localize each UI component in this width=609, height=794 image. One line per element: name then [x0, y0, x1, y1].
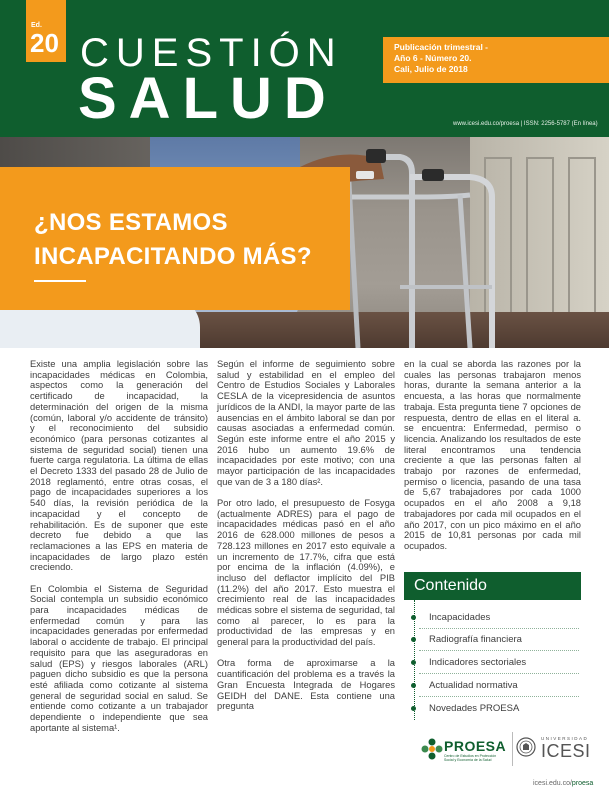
contents-item-label: Incapacidades	[429, 612, 491, 623]
divider	[419, 673, 579, 674]
url-suffix: proesa	[571, 780, 594, 787]
proesa-subtitle: Centro de Estudios en Protección Social y Economía de la Salud	[444, 754, 497, 762]
contents-item-incapacidades[interactable]	[429, 612, 490, 623]
contents-item-label: Actualidad normativa	[429, 680, 518, 691]
contents-item-label: Novedades PROESA	[429, 703, 520, 714]
contents-box	[404, 572, 581, 720]
divider	[419, 696, 579, 697]
masthead	[0, 0, 609, 137]
contents-item-novedades[interactable]	[429, 703, 519, 714]
contents-item-label: Indicadores sectoriales	[429, 657, 527, 668]
logo-divider	[512, 732, 513, 766]
publication-line: Publicación trimestral -	[394, 42, 488, 52]
edition-label: Ed.	[31, 22, 42, 29]
publication-info	[383, 37, 609, 83]
contents-item-indicadores[interactable]	[429, 657, 526, 668]
bullet-icon	[411, 660, 416, 665]
article-column-3	[404, 359, 581, 562]
paragraph: Otra forma de aproximarse a la cuantificación del problema es a través la Gran Encuesta Integrada de Hogares GEIDH del DANE. Esta contiene una pregunta	[217, 658, 395, 712]
proesa-logo-icon	[420, 737, 444, 761]
bullet-icon	[411, 637, 416, 642]
icesi-seal-icon	[516, 737, 536, 757]
brand-title-line2: SALUD	[78, 66, 338, 131]
paragraph: Según el informe de seguimiento sobre salud y estabilidad en el empleo del Centro de Estudios Sociales y Laborales CESLA de la vicepresidencia de asuntos jurídicos de la ANDI, la mayor parte de las ausencias en el ámbito laboral se dan por causas asociadas a enfermedad común. Según este informe entre el año 2015 y 2016 hubo un aumento 19.6% de incapacidades por este motivo; con una mayor participación de las incapacidades que van de 3 a 180 días².	[217, 359, 395, 487]
publication-line: Año 6 - Número 20.	[394, 53, 472, 63]
brand-title-line1: CUESTIÓN	[80, 31, 343, 75]
headline-line: ¿NOS ESTAMOS	[34, 209, 228, 236]
contents-item-radiografia[interactable]	[429, 634, 522, 645]
icesi-logo-text: ICESI	[541, 741, 591, 761]
headline-underline	[34, 280, 86, 282]
bullet-icon	[411, 683, 416, 688]
paragraph: en la cual se aborda las razones por la cuales las personas trabajaron menos horas, durante la semana anterior a la encuesta, a las horas que normalmente trabaja. Esta pregunta tiene 7 opciones de respuesta, dentro de ellas en el literal a. se encuentra: Enfermedad, permiso o licencia. Analizando los resultados de este literal encontramos una tendencia creciente a que las personas falten al trabajo por razones de enfermedad, permiso o licencia, pasando de una tasa de 5,67 trabajadores por cada 1000 ocupados en el año 2008 a 9,18 trabajadores por cada mil ocupados en el año 2017, con un pico máximo en el año 2015 de 10,81 personas por cada mil ocupados.	[404, 359, 581, 551]
proesa-logo-text: PROESA	[444, 738, 507, 754]
divider	[419, 628, 579, 629]
publication-line: Cali, Julio de 2018	[394, 64, 468, 74]
article-column-1	[30, 359, 208, 744]
divider	[419, 650, 579, 651]
article-column-2	[217, 359, 395, 723]
bullet-icon	[411, 706, 416, 711]
contents-title: Contenido	[404, 572, 581, 600]
icesi-university-label: UNIVERSIDAD	[541, 736, 589, 741]
headline-line: INCAPACITANDO MÁS?	[34, 243, 312, 270]
contents-item-label: Radiografía financiera	[429, 634, 522, 645]
bullet-icon	[411, 615, 416, 620]
url-prefix: icesi.edu.co/	[533, 780, 572, 787]
logos-footer	[404, 728, 609, 794]
paragraph: Existe una amplia legislación sobre las incapacidades médicas en Colombia, aspectos como la generación del certificado de incapacidad, la determinación del origen de la misma (común, laboral y/o accidente de tránsito) y el reconocimiento del subsidio económico (para personas cotizantes al sistema de seguridad social) tienen una fuerte carga regulatoria. La última de ellas el Decreto 1333 del pasado 28 de Julio de 2018 reglamentó, entre otras cosas, el pago de incapacidades superiores a los 540 días, la revisión periódica de la incapacidad y el concepto de rehabilitación. Es de suponer que este decreto fue debido a que las reclamaciones a las EPS en materia de incapacidades de largo plazo estén creciendo.	[30, 359, 208, 573]
edition-badge	[26, 0, 66, 62]
contents-item-actualidad[interactable]	[429, 680, 518, 691]
paragraph: En Colombia el Sistema de Seguridad Social contempla un subsidio económico para incapacidades médicas de enfermedad común y para las incapacidades generadas por enfermedad laboral o accidente de trabajo. El principal requisito para que las aseguradoras en salud (EPS) y riesgos laborales (ARL) paguen dicho subsidio es que la persona esté afiliada como cotizante al sistema general de seguridad social en salud. Se entiende como cotizante a un trabajador dependiente o independiente que sea aportante al sistema¹.	[30, 583, 208, 733]
headline	[34, 206, 344, 274]
edition-number: 20	[30, 28, 59, 58]
url-issn: www.icesi.edu.co/proesa | ISSN: 2256-5787 (En línea)	[453, 121, 598, 127]
paragraph: Por otro lado, el presupuesto de Fosyga (actualmente ADRES) para el pago de incapacidades médicas pasó en el año 2016 de 628.000 millones de pesos a 728.123 millones en 2017 esto equivale a un incremento de 17.7%, cifra que está por encima de la inflación (4.09%), e incluso del deflactor implícito del PIB (11.2%) del año 2017. Esto muestra el crecimiento real de las incapacidades médicas sobre el sistema de seguridad, tal como al parecer, lo es para la productividad de las empresas y en general para la productividad del país.	[217, 498, 395, 648]
proesa-url-link[interactable]	[533, 780, 593, 787]
